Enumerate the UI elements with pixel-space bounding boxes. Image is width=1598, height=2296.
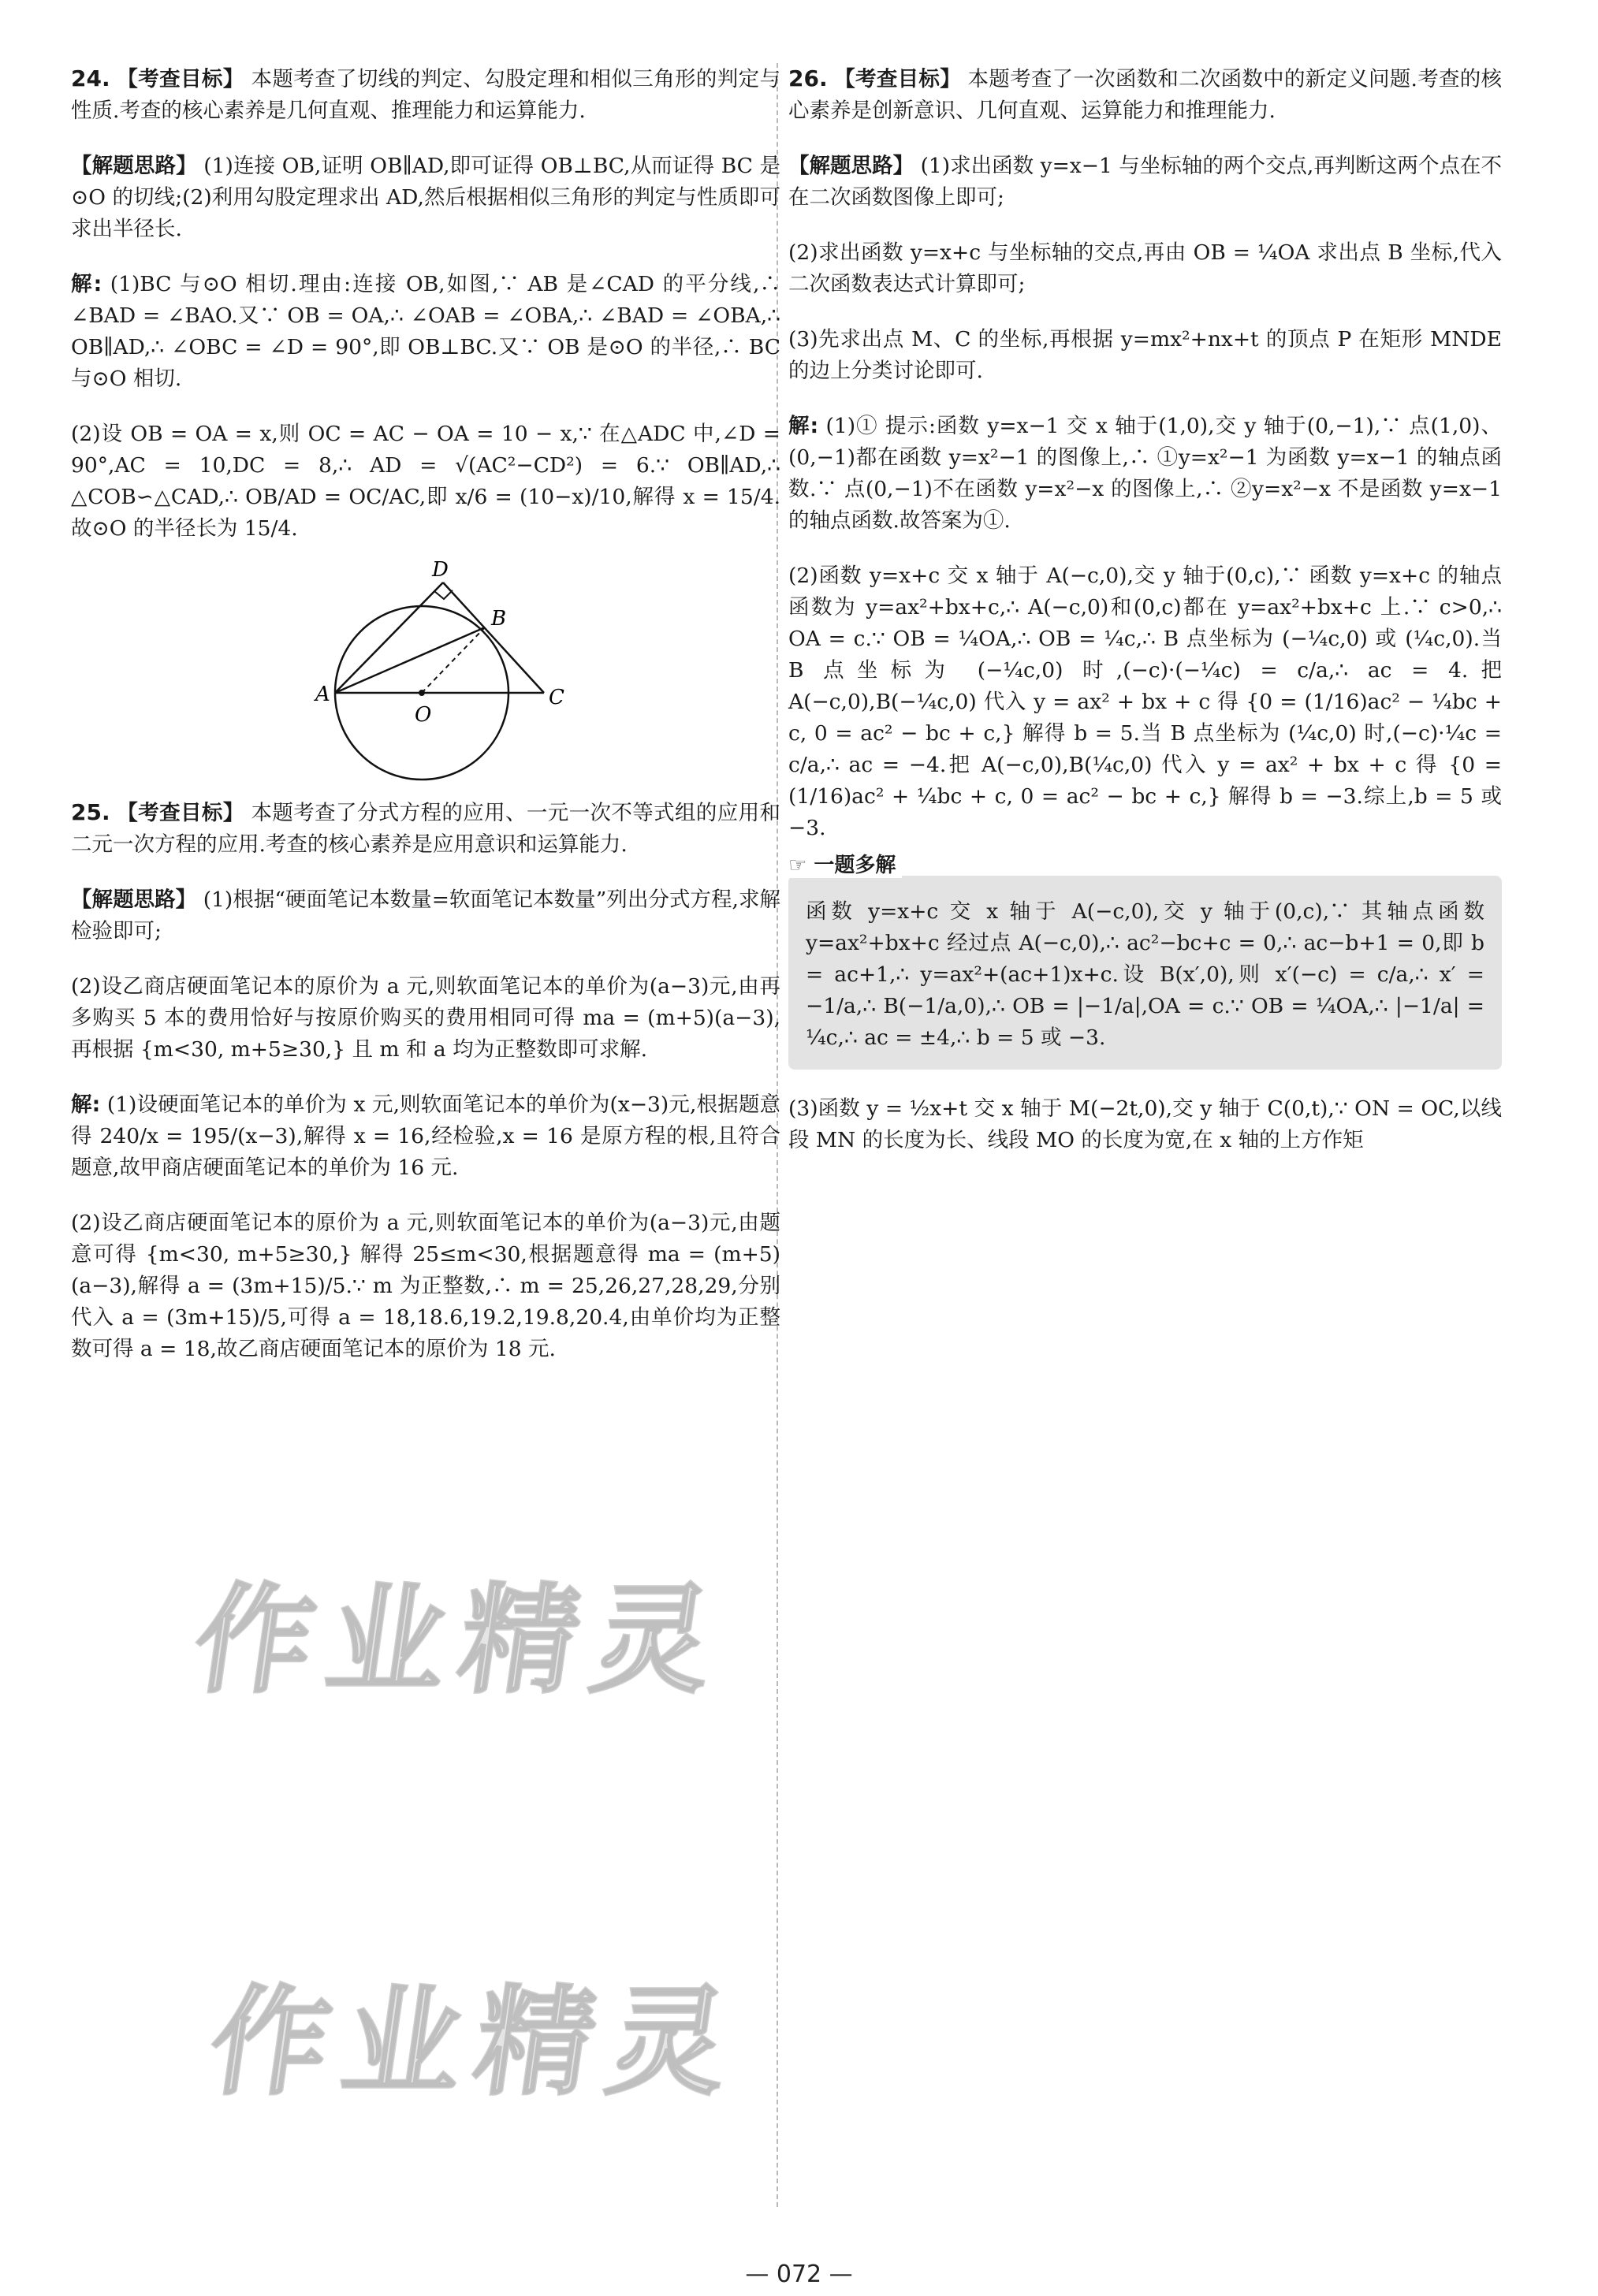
q26-approach	[788, 151, 1502, 214]
label-b: B	[491, 607, 507, 631]
watermark-logo: 作业精灵	[185, 1572, 736, 1710]
watermark-logo-2: 作业精灵	[201, 1974, 751, 2112]
q25-approach-tag: 【解题思路】	[71, 888, 197, 912]
q24-objective	[71, 63, 780, 127]
q25-solution-1	[71, 1089, 780, 1184]
q26-solution-1-text: (1)① 提示:函数 y=x−1 交 x 轴于(1,0),交 y 轴于(0,−1),∵ 点(1,0)、(0,−1)都在函数 y=x²−1 的图像上,∴ ①y=x²−1 为函数 y=x−1 的轴点函数.∵ 点(0,−1)不在函数 y=x²−x 的图像上,∴ ②y=x²−x 不是函数 y=x−1 的轴点函数.故答案为①.	[788, 414, 1502, 533]
q25-solution-2	[71, 1208, 780, 1365]
q26-number: 26.	[788, 65, 828, 91]
q24-objective-tag: 【考查目标】	[117, 67, 244, 91]
center-point	[419, 690, 425, 696]
page-number: — 072 —	[745, 2261, 853, 2288]
line-ad	[335, 582, 443, 693]
q24-approach-text: (1)连接 OB,证明 OB∥AD,即可证得 OB⊥BC,从而证得 BC 是⊙O 的切线;(2)利用勾股定理求出 AD,然后根据相似三角形的判定与性质即可求出半径长.	[71, 154, 780, 241]
q26-objective-text: 本题考查了一次函数和二次函数中的新定义问题.考查的核心素养是创新意识、几何直观、运算能力和推理能力.	[788, 67, 1502, 123]
left-column	[71, 63, 780, 1365]
q24-solution-1-text: (1)BC 与⊙O 相切.理由:连接 OB,如图,∵ AB 是∠CAD 的平分线,∴ ∠BAD = ∠BAO.又∵ OB = OA,∴ ∠OAB = ∠OBA,∴ ∠BAD = ∠OBA,∴ OB∥AD,∴ ∠OBC = ∠D = 90°,即 OB⊥BC.又∵ OB 是⊙O 的半径,∴ BC 与⊙O 相切.	[71, 272, 780, 391]
q26-solution-2	[788, 560, 1502, 844]
q25-number: 25.	[71, 799, 110, 825]
q26-approach-3-text: (3)先求出点 M、C 的坐标,再根据 y=mx²+nx+t 的顶点 P 在矩形 MNDE 的边上分类讨论即可.	[788, 327, 1502, 383]
line-ab	[335, 627, 485, 693]
q26-objective-tag: 【考查目标】	[834, 67, 961, 91]
q25-approach-2-text: (2)设乙商店硬面笔记本的原价为 a 元,则软面笔记本的单价为(a−3)元,由再多购买 5 本的费用恰好与按原价购买的费用相同可得 ma = (m+5)(a−3),再根据 {m<30, m+5≥30,} 且 m 和 a 均为正整数即可求解.	[71, 974, 780, 1062]
q24-solution-1	[71, 269, 780, 395]
circle-tangent-diagram	[71, 560, 780, 789]
label-a: A	[315, 683, 330, 706]
multiple-solutions-title	[788, 849, 902, 878]
q24-solution-2-text: (2)设 OB = OA = x,则 OC = AC − OA = 10 − x,∵ 在△ADC 中,∠D = 90°,AC = 10,DC = 8,∴ AD = √(AC²−CD²) = 6.∵ OB∥AD,∴ △COB∽△CAD,∴ OB/AD = OC/AC,即 x/6 = (10−x)/10,解得 x = 15/4.故⊙O 的半径长为 15/4.	[71, 422, 780, 541]
q26-approach-2	[788, 237, 1502, 300]
right-column	[788, 63, 1502, 1156]
q24-approach	[71, 151, 780, 245]
q26-approach-text: (1)求出函数 y=x−1 与坐标轴的两个交点,再判断这两个点在不在二次函数图像上即可;	[788, 154, 1502, 210]
q26-approach-3	[788, 324, 1502, 387]
q25-objective-text: 本题考查了分式方程的应用、一元一次不等式组的应用和二元一次方程的应用.考查的核心素养是应用意识和运算能力.	[71, 801, 781, 857]
right-angle-mark	[434, 590, 453, 599]
multiple-solutions-label: 一题多解	[814, 854, 896, 877]
q26-solution-tag: 解:	[788, 414, 819, 438]
line-ob	[422, 627, 485, 693]
q25-solution-1-text: (1)设硬面笔记本的单价为 x 元,则软面笔记本的单价为(x−3)元,根据题意得 240/x = 195/(x−3),解得 x = 16,经检验,x = 16 是原方程的根,且符合题意,故甲商店硬面笔记本的单价为 16 元.	[71, 1092, 780, 1180]
q26-approach-tag: 【解题思路】	[788, 154, 914, 178]
pointing-hand-icon: ☞	[788, 854, 807, 877]
q25-objective	[71, 797, 780, 861]
q26-approach-2-text: (2)求出函数 y=x+c 与坐标轴的交点,再由 OB = ¼OA 求出点 B 坐标,代入二次函数表达式计算即可;	[788, 240, 1502, 296]
multiple-solutions-box	[788, 854, 1502, 1070]
label-c: C	[549, 686, 564, 709]
q26-solution-2-text: (2)函数 y=x+c 交 x 轴于 A(−c,0),交 y 轴于(0,c),∵ 函数 y=x+c 的轴点函数为 y=ax²+bx+c,∴ A(−c,0)和(0,c)都在 y=ax²+bx+c 上.∵ c>0,∴ OA = c.∵ OB = ¼OA,∴ OB = ¼c,∴ B 点坐标为 (−¼c,0) 或 (¼c,0).当 B 点坐标为 (−¼c,0) 时,(−c)·(−¼c) = c/a,∴ ac = 4.把 A(−c,0),B(−¼c,0) 代入 y = ax² + bx + c 得 {0 = (1/16)ac² − ¼bc + c, 0 = ac² − bc + c,} 解得 b = 5.当 B 点坐标为 (¼c,0) 时,(−c)·¼c = c/a,∴ ac = −4.把 A(−c,0),B(¼c,0) 代入 y = ax² + bx + c 得 {0 = (1/16)ac² + ¼bc + c, 0 = ac² − bc + c,} 解得 b = −3.综上,b = 5 或 −3.	[788, 564, 1502, 840]
q26-objective	[788, 63, 1502, 127]
q24-approach-tag: 【解题思路】	[71, 154, 197, 178]
label-o: O	[415, 703, 432, 727]
label-d: D	[432, 560, 449, 582]
q25-approach	[71, 884, 780, 947]
q24-solution-tag: 解:	[71, 272, 102, 296]
multiple-solutions-text: 函数 y=x+c 交 x 轴于 A(−c,0),交 y 轴于(0,c),∵ 其轴点函数 y=ax²+bx+c 经过点 A(−c,0),∴ ac²−bc+c = 0,∴ ac−b+1 = 0,即 b = ac+1,∴ y=ax²+(ac+1)x+c.设 B(x′,0),则 x′(−c) = c/a,∴ x′ = −1/a,∴ B(−1/a,0),∴ OB = |−1/a|,OA = c.∵ OB = ¼OA,∴ |−1/a| = ¼c,∴ ac = ±4,∴ b = 5 或 −3.	[806, 899, 1484, 1050]
q26-solution-3	[788, 1093, 1502, 1156]
q25-approach-2	[71, 971, 780, 1066]
line-dc	[443, 582, 544, 693]
q25-solution-2-text: (2)设乙商店硬面笔记本的原价为 a 元,则软面笔记本的单价为(a−3)元,由题意可得 {m<30, m+5≥30,} 解得 25≤m<30,根据题意得 ma = (m+5)(a−3),解得 a = (3m+15)/5.∵ m 为正整数,∴ m = 25,26,27,28,29,分别代入 a = (3m+15)/5,可得 a = 18,18.6,19.2,19.8,20.4,由单价均为正整数可得 a = 18,故乙商店硬面笔记本的原价为 18 元.	[71, 1211, 780, 1361]
q24-solution-2	[71, 419, 780, 545]
q24-number: 24.	[71, 65, 110, 91]
q26-solution-3-text: (3)函数 y = ½x+t 交 x 轴于 M(−2t,0),交 y 轴于 C(0,t),∵ ON = OC,以线段 MN 的长度为长、线段 MO 的长度为宽,在 x 轴的上方作矩	[788, 1096, 1502, 1152]
q24-geometry-figure	[71, 560, 780, 789]
q26-solution-1	[788, 411, 1502, 537]
q25-objective-tag: 【考查目标】	[117, 801, 244, 825]
q25-solution-tag: 解:	[71, 1092, 101, 1117]
q24-objective-text: 本题考查了切线的判定、勾股定理和相似三角形的判定与性质.考查的核心素养是几何直观、推理能力和运算能力.	[71, 67, 781, 123]
q25-approach-text: (1)根据“硬面笔记本数量=软面笔记本数量”列出分式方程,求解检验即可;	[71, 888, 781, 943]
